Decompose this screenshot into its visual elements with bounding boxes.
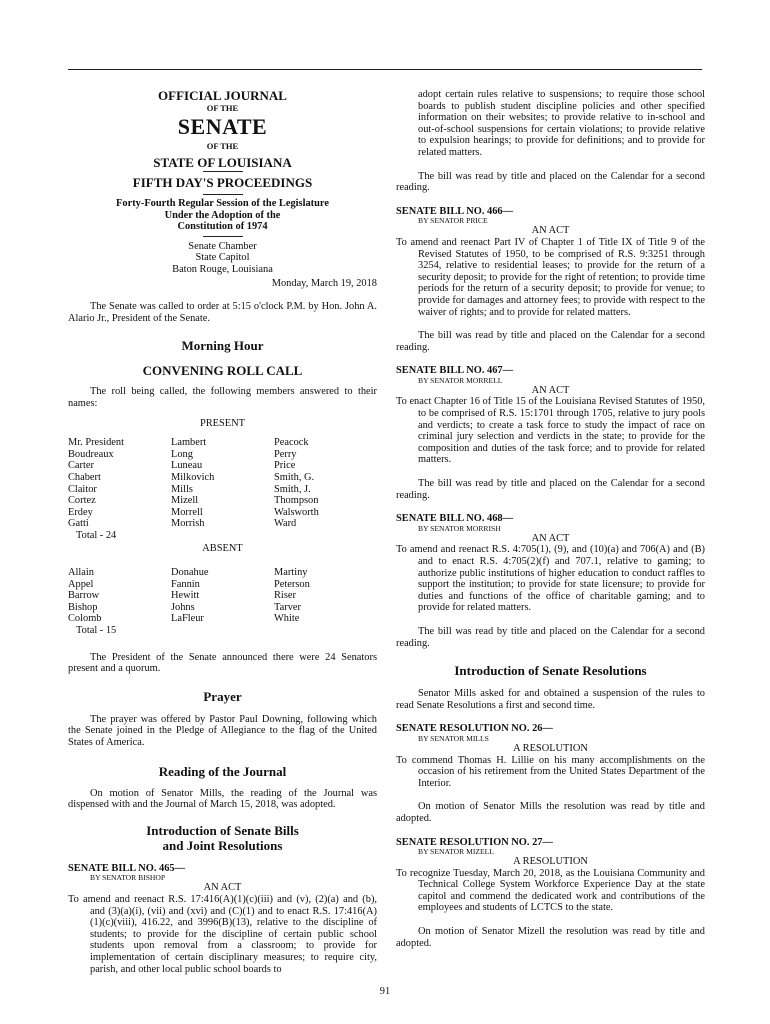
- senator-name: Peterson: [274, 578, 310, 590]
- call-to-order: The Senate was called to order at 5:15 o'clock P.M. by Hon. John A. Alario Jr., President of the Senate.: [68, 301, 377, 324]
- senator-name: Cortez: [68, 495, 96, 507]
- roll-call-heading: CONVENING ROLL CALL: [142, 363, 303, 379]
- resolution-type: A RESOLUTION: [513, 856, 588, 868]
- senator-name: Thompson: [274, 495, 319, 507]
- right-column: [396, 89, 705, 949]
- bill-number: SENATE BILL NO. 466—: [396, 205, 514, 217]
- bill-sponsor: BY SENATOR BISHOP: [90, 873, 166, 883]
- resolution-number: SENATE RESOLUTION NO. 26—: [396, 723, 553, 735]
- bill-number: SENATE BILL NO. 465—: [68, 862, 186, 874]
- reading-text: On motion of Senator Mills, the reading of the Journal was dispensed with and the Journal of March 15, 2018, was adopted.: [68, 787, 377, 811]
- bill-status: The bill was read by title and placed on the Calendar for a second reading.: [396, 478, 705, 501]
- resolution-body: To recognize Tuesday, March 20, 2018, as the Louisiana Community and Technical College System Workforce Experience Day at the state capitol and commend the dedicated work and contributions of the employees and students of LCTCS to the state.: [396, 867, 705, 914]
- bill-status: The bill was read by title and placed on the Calendar for a second reading.: [396, 625, 705, 649]
- senator-name: Donahue: [171, 567, 209, 579]
- bill-sponsor: BY SENATOR PRICE: [418, 216, 488, 226]
- senator-name: Mizell: [171, 495, 199, 507]
- bill-type: AN ACT: [531, 225, 570, 237]
- session-line-1: Forty-Fourth Regular Session of the Legislature: [116, 198, 329, 209]
- short-rule: [203, 194, 243, 195]
- senator-name: Carter: [68, 460, 94, 472]
- bill-status: The bill was read by title and placed on the Calendar for a second reading.: [396, 170, 705, 194]
- senator-name: Allain: [68, 567, 94, 579]
- roll-row: [68, 613, 377, 625]
- senator-name: Johns: [171, 601, 195, 613]
- bill-type: AN ACT: [531, 532, 570, 544]
- place-line-1: Senate Chamber: [188, 240, 257, 252]
- session-date: Monday, March 19, 2018: [271, 277, 377, 289]
- bill-body: To amend and reenact R.S. 4:705(1), (9), and (10)(a) and 706(A) and (B) and to enact R.S. 4:705(2)(f) and 707.1, relative to gaming; to authorize public institutions of higher education to conduct raffles to support the institution; to provide for state licensure; to provide for duties and functions of the office of charitable gaming; and to provide for related matters.: [396, 544, 705, 614]
- roll-row: [68, 437, 377, 449]
- quorum-text: The President of the Senate announced there were 24 Senators present and a quorum.: [68, 651, 377, 675]
- resolution-status: On motion of Senator Mills the resolution was read by title and adopted.: [396, 801, 705, 824]
- roll-row: [68, 495, 377, 507]
- senator-name: Martiny: [274, 567, 308, 579]
- bill-body-continued: adopt certain rules relative to suspensions; to require those school boards to publish student discipline policies and other specified information on their websites; to provide relative to in-school and out-of-school suspensions for certain violations; to provide relative to expulsion hearings; to provide for definitions; and to provide for related matters.: [418, 89, 705, 158]
- resolution-body: To commend Thomas H. Lillie on his many accomplishments on the occasion of his retirement from the United States Department of the Interior.: [396, 754, 705, 789]
- resolution-type: A RESOLUTION: [513, 742, 588, 754]
- bill-status: The bill was read by title and placed on the Calendar for a second reading.: [396, 330, 705, 353]
- roll-row: [68, 460, 377, 472]
- senator-name: Chabert: [68, 471, 101, 483]
- roll-row: [68, 507, 377, 519]
- bill-number: SENATE BILL NO. 468—: [396, 513, 514, 525]
- roll-row: [68, 484, 377, 496]
- resolution-number: SENATE RESOLUTION NO. 27—: [396, 836, 553, 848]
- senator-name: Barrow: [68, 590, 100, 602]
- present-total: Total - 24: [76, 529, 117, 541]
- resolution-status: On motion of Senator Mizell the resolution was read by title and adopted.: [396, 926, 705, 949]
- senator-name: Long: [171, 448, 193, 460]
- senator-name: Hewitt: [171, 590, 200, 602]
- bill-body: To amend and reenact Part IV of Chapter 1 of Title IX of Title 9 of the Revised Statutes of 1950, to be comprised of R.S. 9:3251 through 3254, relative to residential leases; to provide for the return of a security deposit; to provide for the right of retention; to provide time periods for the return of a security deposit; to provide for venue; to provide for damages and attorney fees; to provide with respect to the waiver of rights; and to provide for related matters.: [396, 236, 705, 318]
- place-line-2: State Capitol: [195, 252, 250, 264]
- bill-sponsor: BY SENATOR MORRISH: [418, 523, 501, 533]
- senator-name: Peacock: [274, 437, 309, 449]
- senator-name: Smith, G.: [274, 471, 315, 483]
- state-title: STATE OF LOUISIANA: [153, 155, 292, 170]
- senator-name: White: [274, 613, 300, 625]
- senator-name: Fannin: [171, 578, 200, 590]
- senator-name: Erdey: [68, 506, 93, 518]
- senator-name: Luneau: [171, 460, 203, 472]
- intro-bills-heading-1: Introduction of Senate Bills: [146, 822, 299, 838]
- senator-name: Morrell: [171, 506, 203, 518]
- resolution-sponsor: BY SENATOR MIZELL: [418, 847, 494, 857]
- bill-body: To enact Chapter 16 of Title 15 of the Louisiana Revised Statutes of 1950, to be comprised of R.S. 15:1701 through 1705, relative to jury pools and verdicts; to create a task force to study the impact of race on criminal jury selection and verdicts in the state; to provide for the composition and duties of the task force; and to provide for related matters.: [396, 396, 705, 466]
- present-label: PRESENT: [199, 417, 246, 429]
- senator-name: Appel: [68, 578, 94, 590]
- of-the-1: OF THE: [206, 103, 239, 113]
- bill-sponsor: BY SENATOR MORRELL: [418, 375, 503, 385]
- morning-hour-heading: Morning Hour: [181, 338, 264, 354]
- senator-name: Morrish: [171, 518, 205, 530]
- of-the-2: OF THE: [206, 141, 239, 151]
- bill-type: AN ACT: [203, 882, 242, 894]
- senator-name: Gatti: [68, 518, 89, 530]
- senate-title: SENATE: [177, 114, 268, 139]
- senator-name: Bishop: [68, 601, 98, 613]
- senator-name: Mills: [171, 483, 193, 495]
- absent-total: Total - 15: [76, 625, 117, 637]
- senator-name: Smith, J.: [274, 483, 311, 495]
- day-title: FIFTH DAY'S PROCEEDINGS: [132, 175, 313, 190]
- short-rule: [203, 236, 243, 237]
- left-column: [68, 80, 377, 975]
- page-number: 91: [379, 986, 391, 997]
- roll-row: [68, 602, 377, 614]
- roll-row: [68, 567, 377, 579]
- senator-name: LaFleur: [171, 613, 204, 625]
- roll-call-intro: The roll being called, the following members answered to their names:: [68, 386, 377, 409]
- absent-label: ABSENT: [202, 543, 243, 555]
- prayer-heading: Prayer: [203, 688, 242, 704]
- bill-number: SENATE BILL NO. 467—: [396, 365, 514, 377]
- senator-name: Walsworth: [274, 506, 319, 518]
- senator-name: Lambert: [171, 437, 207, 449]
- senator-name: Colomb: [68, 613, 102, 625]
- roll-row: [68, 518, 377, 530]
- senator-name: Mr. President: [68, 437, 124, 449]
- senator-name: Perry: [274, 448, 297, 460]
- senator-name: Tarver: [274, 601, 301, 613]
- senator-name: Ward: [274, 518, 297, 530]
- prayer-text: The prayer was offered by Pastor Paul Downing, following which the Senate joined in the Pledge of Allegiance to the flag of the United States of America.: [68, 713, 377, 748]
- senator-name: Boudreaux: [68, 448, 114, 460]
- present-table: [68, 437, 377, 530]
- short-rule: [203, 171, 243, 172]
- bill-body: To amend and reenact R.S. 17:416(A)(1)(c)(iii) and (v), (2)(a) and (b), and (3)(a)(i), (vii) and (xvi) and (C)(1) and to enact R.S. 17:416(A)(1)(c)(viii), 416.22, and 3996(B)(13), relative to the discipline of students; to provide for the discipline of certain public school students upon removal from a classroom; to provide for implementation of certain disciplinary measures; to require city, parish, and other local public school boards to: [68, 893, 377, 975]
- senator-name: Price: [274, 460, 296, 472]
- senator-name: Claitor: [68, 483, 97, 495]
- place-line-3: Baton Rouge, Louisiana: [172, 263, 273, 275]
- session-line-3: Constitution of 1974: [177, 221, 268, 233]
- bill-type: AN ACT: [531, 384, 570, 396]
- roll-row: [68, 579, 377, 591]
- intro-resolutions-text: Senator Mills asked for and obtained a suspension of the rules to read Senate Resolutions a first and second time.: [396, 688, 705, 711]
- senator-name: Riser: [274, 590, 296, 602]
- session-line-2: Under the Adoption of the: [164, 209, 281, 221]
- journal-title: OFFICIAL JOURNAL: [158, 88, 287, 103]
- resolution-sponsor: BY SENATOR MILLS: [418, 733, 489, 743]
- top-rule: [68, 69, 702, 70]
- roll-row: [68, 449, 377, 461]
- absent-table: [68, 567, 377, 625]
- intro-bills-heading-2: and Joint Resolutions: [162, 837, 283, 853]
- reading-heading: Reading of the Journal: [158, 763, 287, 779]
- roll-row: [68, 472, 377, 484]
- intro-resolutions-heading: Introduction of Senate Resolutions: [454, 663, 647, 679]
- roll-row: [68, 590, 377, 602]
- senator-name: Milkovich: [171, 471, 215, 483]
